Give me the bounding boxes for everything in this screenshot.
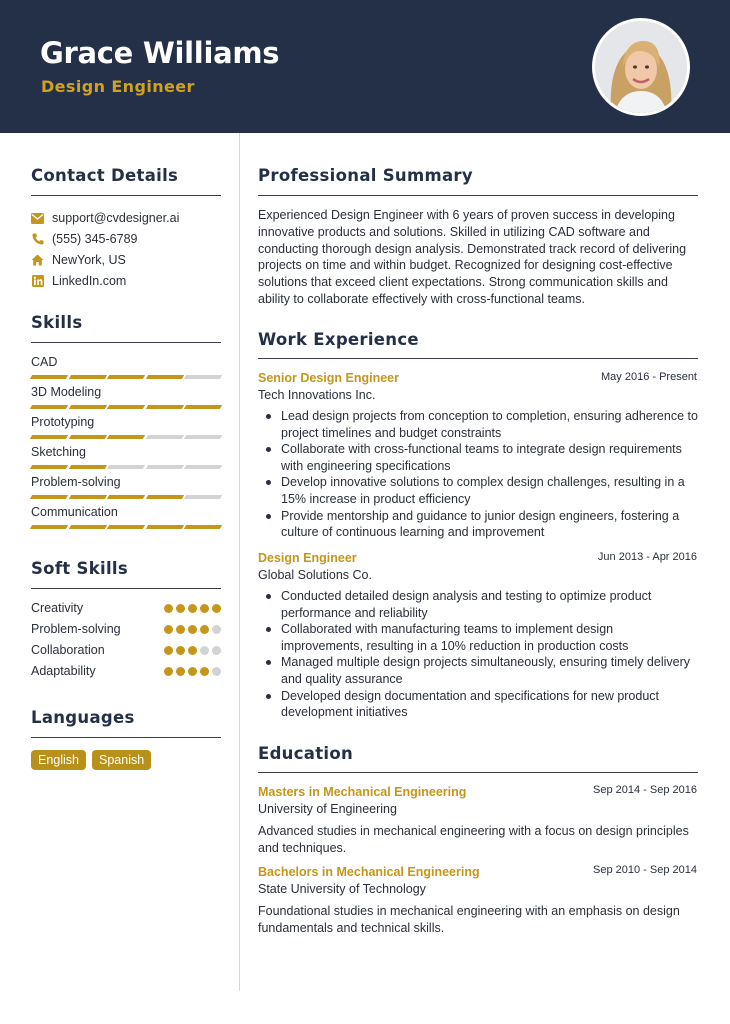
degree-description: Foundational studies in mechanical engineering with an emphasis on design fundamentals and technical skills.: [258, 904, 680, 935]
skill-bar-segment: [107, 465, 145, 469]
languages-heading: Languages: [31, 708, 135, 727]
skill-bar-segment: [107, 435, 145, 439]
rating-dot: [188, 667, 197, 676]
skill-bar-segment: [146, 525, 184, 529]
skill-bar-segment: [107, 375, 145, 379]
soft-skill-row: [31, 621, 221, 637]
soft-skill-rating: [164, 667, 221, 676]
contact-linkedin-text: LinkedIn.com: [52, 274, 127, 288]
skill-bar-segment: [30, 405, 68, 409]
list-item: Lead design projects from conception to completion, ensuring adherence to project timelines and budget constraints: [265, 408, 698, 441]
degree-title: Bachelors in Mechanical Engineering: [258, 865, 480, 879]
section-rule: [258, 772, 698, 773]
skill-bar-segment: [68, 465, 106, 469]
job-dates: Jun 2013 - Apr 2016: [597, 551, 697, 563]
skill-level-bar: [31, 435, 221, 440]
skill-bar-segment: [68, 495, 106, 499]
contact-email[interactable]: [31, 209, 179, 227]
list-item: Managed multiple design projects simultaneously, ensuring timely delivery and quality assurance: [265, 654, 698, 687]
rating-dot: [164, 646, 173, 655]
soft-skill-row: [31, 642, 221, 658]
skill-bar-segment: [68, 525, 106, 529]
list-item: Collaborated with manufacturing teams to implement design improvements, resulting in a 10% reduction in production costs: [265, 621, 698, 654]
summary-heading: Professional Summary: [258, 166, 473, 185]
skill-level-bar: [31, 465, 221, 470]
list-item: Developed design documentation and specifications for new product development initiatives: [265, 688, 698, 721]
list-item: Provide mentorship and guidance to junior design engineers, fostering a culture of continuous learning and improvement: [265, 508, 698, 541]
rating-dot: [176, 646, 185, 655]
rating-dot: [188, 625, 197, 634]
skill-bar-segment: [184, 375, 222, 379]
rating-dot: [176, 604, 185, 613]
summary-text: Experienced Design Engineer with 6 years of proven success in developing innovative products and solutions. Skilled in utilizing CAD software and conducting thorough design analysis. Demonstrated track record of delivering projects on time and within budget. Recognized for designing cost-effective solutions that exceed client expectations. Strong communication skills and ability to collaborate effectively with cross-functional teams.: [258, 208, 687, 306]
list-item: Conducted detailed design analysis and testing to optimize product performance and reliability: [265, 588, 698, 621]
degree-dates: Sep 2010 - Sep 2014: [593, 864, 697, 876]
soft-skill-name: Adaptability: [31, 664, 96, 678]
skill-name: 3D Modeling: [31, 385, 102, 399]
rating-dot: [212, 646, 221, 655]
job-dates: May 2016 - Present: [601, 371, 697, 383]
degree-title: Masters in Mechanical Engineering: [258, 785, 467, 799]
rating-dot: [200, 646, 209, 655]
skill-bar-segment: [184, 465, 222, 469]
degree-dates: Sep 2014 - Sep 2016: [593, 784, 697, 796]
soft-skill-name: Problem-solving: [31, 622, 121, 636]
list-item: Develop innovative solutions to complex design challenges, resulting in a 15% increase in product efficiency: [265, 474, 698, 507]
rating-dot: [212, 604, 221, 613]
section-rule: [31, 342, 221, 343]
contact-phone-text: (555) 345-6789: [52, 232, 138, 246]
avatar: [595, 21, 687, 113]
skill-name: Sketching: [31, 445, 86, 459]
contact-location: [31, 251, 126, 269]
skill-bar-segment: [146, 435, 184, 439]
skill-bar-segment: [30, 495, 68, 499]
section-rule: [258, 195, 698, 196]
skill-level-bar: [31, 375, 221, 380]
rating-dot: [212, 667, 221, 676]
skill-bar-segment: [146, 495, 184, 499]
skill-name: Communication: [31, 505, 118, 519]
rating-dot: [176, 625, 185, 634]
school-name: State University of Technology: [258, 882, 426, 896]
skill-name: Problem-solving: [31, 475, 121, 489]
experience-heading: Work Experience: [258, 330, 419, 349]
job-title: Senior Design Engineer: [258, 371, 400, 385]
skill-name: CAD: [31, 355, 58, 369]
rating-dot: [164, 667, 173, 676]
skill-bar-segment: [30, 525, 68, 529]
skill-level-bar: [31, 405, 221, 410]
profile-photo: [592, 18, 690, 116]
skill-bar-segment: [107, 405, 145, 409]
linkedin-icon: [31, 275, 44, 288]
skill-bar-segment: [68, 375, 106, 379]
job-company: Tech Innovations Inc.: [258, 388, 376, 402]
education-heading: Education: [258, 744, 354, 763]
contact-heading: Contact Details: [31, 166, 179, 185]
rating-dot: [200, 604, 209, 613]
rating-dot: [164, 625, 173, 634]
language-badge: Spanish: [92, 750, 151, 770]
section-rule: [31, 195, 221, 196]
skill-bar-segment: [146, 375, 184, 379]
skill-name: Prototyping: [31, 415, 95, 429]
skills-heading: Skills: [31, 313, 83, 332]
school-name: University of Engineering: [258, 802, 397, 816]
rating-dot: [188, 646, 197, 655]
candidate-role: Design Engineer: [41, 77, 195, 96]
contact-linkedin[interactable]: [31, 272, 126, 290]
section-rule: [31, 737, 221, 738]
skill-bar-segment: [68, 435, 106, 439]
home-icon: [31, 254, 44, 267]
skill-bar-segment: [30, 465, 68, 469]
soft-skill-name: Collaboration: [31, 643, 105, 657]
language-badges: [31, 750, 151, 770]
contact-email-text: support@cvdesigner.ai: [52, 211, 180, 225]
job-company: Global Solutions Co.: [258, 568, 372, 582]
soft-skill-row: [31, 663, 221, 679]
job-bullets: [265, 588, 698, 721]
section-rule: [31, 588, 221, 589]
skill-bar-segment: [107, 525, 145, 529]
job-title: Design Engineer: [258, 551, 357, 565]
skill-bar-segment: [184, 525, 222, 529]
soft-skills-heading: Soft Skills: [31, 559, 128, 578]
skill-level-bar: [31, 495, 221, 500]
rating-dot: [176, 667, 185, 676]
job-bullets: [265, 408, 698, 541]
skill-level-bar: [31, 525, 221, 530]
skill-bar-segment: [184, 405, 222, 409]
rating-dot: [200, 625, 209, 634]
skill-bar-segment: [184, 495, 222, 499]
column-divider: [239, 133, 240, 991]
soft-skill-rating: [164, 604, 221, 613]
contact-phone[interactable]: [31, 230, 137, 248]
skill-bar-segment: [30, 375, 68, 379]
soft-skill-name: Creativity: [31, 601, 84, 615]
skill-bar-segment: [146, 465, 184, 469]
soft-skill-row: [31, 600, 221, 616]
list-item: Collaborate with cross-functional teams to integrate design requirements with engineering specifications: [265, 441, 698, 474]
skill-bar-segment: [30, 435, 68, 439]
language-badge: English: [31, 750, 86, 770]
rating-dot: [188, 604, 197, 613]
skill-bar-segment: [68, 405, 106, 409]
rating-dot: [200, 667, 209, 676]
soft-skill-rating: [164, 646, 221, 655]
phone-icon: [31, 233, 44, 246]
soft-skill-rating: [164, 625, 221, 634]
resume-header: [0, 0, 730, 133]
envelope-icon: [31, 212, 44, 225]
portrait-image: [595, 21, 687, 113]
skill-bar-segment: [184, 435, 222, 439]
rating-dot: [164, 604, 173, 613]
rating-dot: [212, 625, 221, 634]
skill-bar-segment: [107, 495, 145, 499]
skill-bar-segment: [146, 405, 184, 409]
candidate-name: Grace Williams: [40, 36, 280, 70]
contact-location-text: NewYork, US: [52, 253, 126, 267]
degree-description: Advanced studies in mechanical engineering with a focus on design principles and techniques.: [258, 824, 689, 855]
section-rule: [258, 358, 698, 359]
